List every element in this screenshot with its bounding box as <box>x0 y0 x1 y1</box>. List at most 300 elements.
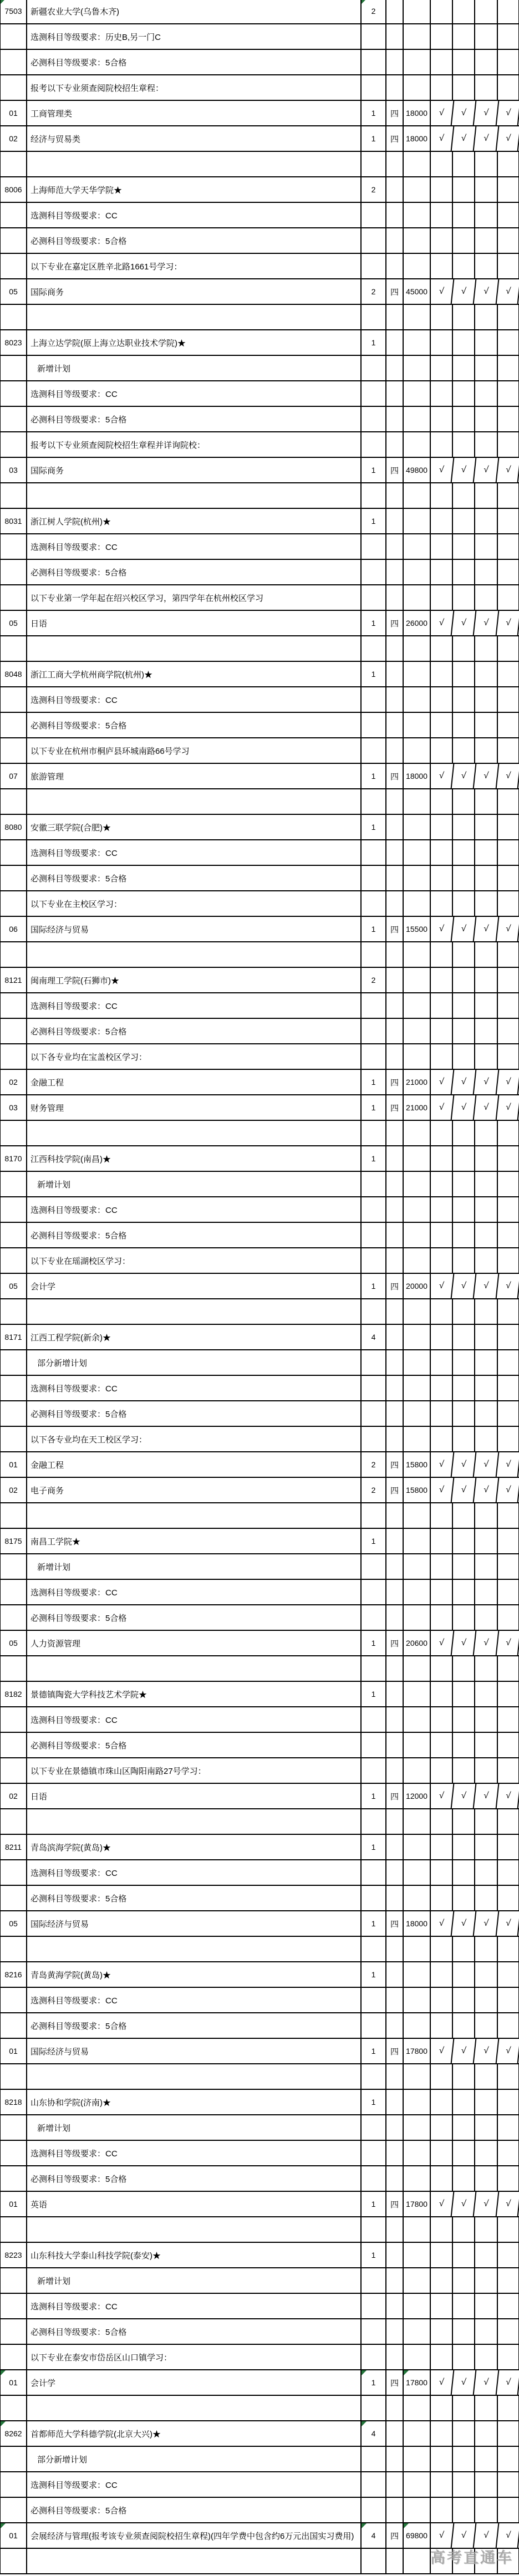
cell-plan-count: 1 <box>362 815 386 839</box>
cell-check-2 <box>453 1835 475 1859</box>
cell-plan-count: 1 <box>362 1146 386 1171</box>
university-row <box>1 509 519 534</box>
cell-name: 人力资源管理 <box>27 1631 362 1655</box>
cell-code <box>1 1707 27 1732</box>
cell-fee <box>404 1988 431 2012</box>
cell-code: 8216 <box>1 1962 27 1987</box>
cell-check-1 <box>431 891 453 916</box>
cell-fee <box>404 1656 431 1681</box>
cell-check-3 <box>475 2268 498 2293</box>
cell-check-1: √ <box>430 1274 455 1298</box>
cell-code <box>1 585 27 610</box>
cell-check-3: √ <box>474 126 500 151</box>
cell-name: 经济与贸易类 <box>27 126 362 151</box>
cell-check-2 <box>453 2141 475 2165</box>
cell-check-1 <box>431 177 453 202</box>
cell-duration: 四 <box>386 1911 404 1936</box>
cell-code <box>1 891 27 916</box>
cell-code: 02 <box>1 1070 27 1094</box>
cell-check-1 <box>431 407 453 431</box>
cell-plan-count <box>362 2447 386 2471</box>
cell-plan-count <box>362 1554 386 1579</box>
cell-plan-count <box>362 407 386 431</box>
cell-plan-count: 1 <box>362 917 386 941</box>
cell-check-1: √ <box>430 279 455 304</box>
cell-check-3 <box>475 2141 498 2165</box>
cell-check-1 <box>431 1937 453 1961</box>
cell-code <box>1 1172 27 1196</box>
cell-fee <box>404 24 431 49</box>
cell-plan-count <box>362 2498 386 2522</box>
cell-name: 必测科目等级要求：5合格 <box>27 1886 362 1910</box>
cell-check-2: √ <box>452 1478 477 1502</box>
cell-duration <box>386 1223 404 1247</box>
cell-check-1 <box>431 840 453 865</box>
cell-check-3 <box>475 1529 498 1553</box>
excel-flag-icon <box>404 2370 409 2375</box>
cell-name: 电子商务 <box>27 1478 362 1502</box>
cell-check-3 <box>475 1197 498 1222</box>
cell-check-3 <box>475 1809 498 1834</box>
cell-duration <box>386 1401 404 1426</box>
cell-check-4 <box>498 2421 519 2446</box>
cell-check-2 <box>453 2421 475 2446</box>
cell-plan-count: 2 <box>362 177 386 202</box>
note-row <box>1 50 519 75</box>
cell-plan-count <box>362 203 386 227</box>
cell-code: 02 <box>1 1784 27 1808</box>
cell-duration <box>386 432 404 457</box>
cell-fee <box>404 509 431 533</box>
cell-code <box>1 356 27 380</box>
cell-check-2 <box>453 1733 475 1757</box>
cell-plan-count <box>362 789 386 814</box>
note-row <box>1 1376 519 1401</box>
cell-plan-count: 1 <box>362 2039 386 2063</box>
cell-check-2 <box>453 1223 475 1247</box>
cell-check-1 <box>431 1401 453 1426</box>
cell-name <box>27 1503 362 1528</box>
cell-check-2 <box>453 0 475 23</box>
cell-check-2 <box>453 1937 475 1961</box>
cell-check-4 <box>498 356 519 380</box>
cell-fee: 15800 <box>404 1452 431 1477</box>
note-row <box>1 254 519 279</box>
cell-duration <box>386 815 404 839</box>
note-row <box>1 993 519 1019</box>
cell-code: 8223 <box>1 2243 27 2267</box>
cell-check-1 <box>431 738 453 763</box>
cell-name: 新增计划 <box>27 356 362 380</box>
cell-fee <box>404 1019 431 1043</box>
major-row <box>1 279 519 305</box>
cell-check-1 <box>431 1758 453 1783</box>
cell-check-4 <box>498 407 519 431</box>
cell-check-1 <box>431 1044 453 1069</box>
cell-plan-count <box>362 2294 386 2318</box>
cell-plan-count: 1 <box>362 764 386 788</box>
cell-check-3 <box>475 1605 498 1630</box>
cell-check-3 <box>475 305 498 329</box>
cell-fee: 15500 <box>404 917 431 941</box>
cell-name: 南昌工学院★ <box>27 1529 362 1553</box>
excel-flag-icon <box>404 2523 409 2528</box>
cell-name: 选测科目等级要求：CC <box>27 1376 362 1400</box>
cell-check-4 <box>498 2013 519 2038</box>
cell-check-4 <box>498 1886 519 1910</box>
cell-check-1 <box>431 993 453 1018</box>
cell-check-2 <box>453 2319 475 2344</box>
cell-plan-count <box>362 942 386 967</box>
cell-plan-count <box>362 50 386 74</box>
university-row <box>1 1962 519 1988</box>
cell-check-1 <box>431 1019 453 1043</box>
cell-check-3 <box>475 1121 498 1145</box>
university-row <box>1 1835 519 1860</box>
cell-fee <box>404 228 431 253</box>
cell-fee <box>404 305 431 329</box>
note-row <box>1 381 519 407</box>
cell-duration <box>386 1580 404 1604</box>
cell-check-2 <box>453 1019 475 1043</box>
cell-check-3: √ <box>474 1070 500 1094</box>
cell-fee: 21000 <box>404 1070 431 1094</box>
cell-check-4 <box>498 2217 519 2242</box>
cell-check-4 <box>498 1656 519 1681</box>
cell-fee <box>404 1299 431 1324</box>
cell-check-1 <box>431 968 453 992</box>
cell-check-3 <box>475 0 498 23</box>
cell-fee: 12000 <box>404 1784 431 1808</box>
cell-check-4 <box>498 1121 519 1145</box>
cell-check-3 <box>475 713 498 737</box>
cell-code: 8262 <box>1 2421 27 2446</box>
cell-check-1 <box>431 2472 453 2497</box>
cell-name: 报考以下专业须查阅院校招生章程并详询院校： <box>27 432 362 457</box>
cell-fee <box>404 866 431 890</box>
cell-code <box>1 483 27 508</box>
cell-check-1 <box>431 75 453 100</box>
major-row <box>1 1631 519 1656</box>
cell-fee <box>404 432 431 457</box>
excel-flag-icon <box>362 2370 367 2375</box>
empty-row <box>1 305 519 330</box>
cell-name: 必测科目等级要求：5合格 <box>27 1223 362 1247</box>
cell-code <box>1 942 27 967</box>
cell-code: 07 <box>1 764 27 788</box>
cell-name: 必测科目等级要求：5合格 <box>27 1605 362 1630</box>
note-row <box>1 687 519 713</box>
cell-check-4 <box>498 2268 519 2293</box>
cell-fee <box>404 585 431 610</box>
cell-duration <box>386 50 404 74</box>
cell-fee <box>404 75 431 100</box>
cell-check-4 <box>498 1044 519 1069</box>
cell-duration: 四 <box>386 2192 404 2216</box>
note-row <box>1 2294 519 2319</box>
note2-row <box>1 2268 519 2294</box>
cell-check-2 <box>453 1299 475 1324</box>
cell-check-3 <box>475 1019 498 1043</box>
cell-name: 选测科目等级要求：CC <box>27 203 362 227</box>
major-row <box>1 1911 519 1937</box>
cell-check-4 <box>498 1682 519 1706</box>
cell-check-1 <box>431 1146 453 1171</box>
cell-plan-count <box>362 152 386 176</box>
cell-check-3 <box>475 942 498 967</box>
cell-duration <box>386 2294 404 2318</box>
cell-name: 以下各专业均在天工校区学习： <box>27 1427 362 1451</box>
cell-check-3 <box>475 330 498 355</box>
cell-check-2 <box>453 2345 475 2369</box>
cell-check-4 <box>498 228 519 253</box>
cell-name: 选测科目等级要求：CC <box>27 2141 362 2165</box>
cell-check-2: √ <box>452 2370 477 2395</box>
cell-check-3 <box>475 2013 498 2038</box>
cell-name: 新增计划 <box>27 1172 362 1196</box>
cell-fee <box>404 2498 431 2522</box>
cell-fee <box>404 407 431 431</box>
cell-duration <box>386 687 404 712</box>
cell-code <box>1 1248 27 1273</box>
note2-row <box>1 2447 519 2472</box>
excel-flag-icon <box>1 2370 6 2375</box>
cell-code <box>1 1197 27 1222</box>
cell-check-4 <box>498 1988 519 2012</box>
cell-check-1 <box>431 1325 453 1349</box>
cell-check-3 <box>475 560 498 584</box>
cell-code <box>1 2166 27 2191</box>
cell-check-1: √ <box>430 1478 455 1502</box>
cell-duration <box>386 1937 404 1961</box>
cell-plan-count <box>362 1605 386 1630</box>
cell-plan-count <box>362 1427 386 1451</box>
cell-name: 以下专业在杭州市桐庐县环城南路66号学习 <box>27 738 362 763</box>
cell-name: 青岛黄海学院(黄岛)★ <box>27 1962 362 1987</box>
cell-plan-count: 1 <box>362 662 386 686</box>
cell-code <box>1 2472 27 2497</box>
university-row <box>1 330 519 356</box>
cell-check-3 <box>475 2064 498 2089</box>
cell-code: 8182 <box>1 1682 27 1706</box>
cell-code: 01 <box>1 2523 27 2548</box>
cell-name: 报考以下专业须查阅院校招生章程： <box>27 75 362 100</box>
cell-plan-count: 2 <box>362 1452 386 1477</box>
cell-check-2 <box>453 815 475 839</box>
cell-check-2 <box>453 1707 475 1732</box>
cell-check-3 <box>475 2166 498 2191</box>
university-row <box>1 968 519 993</box>
cell-check-3: √ <box>474 1631 500 1655</box>
cell-plan-count: 1 <box>362 330 386 355</box>
cell-code <box>1 866 27 890</box>
note-row <box>1 1248 519 1274</box>
cell-check-4 <box>498 177 519 202</box>
cell-name <box>27 636 362 661</box>
cell-duration <box>386 1988 404 2012</box>
cell-check-1 <box>431 1299 453 1324</box>
cell-check-2: √ <box>452 279 477 304</box>
cell-check-1 <box>431 1172 453 1196</box>
excel-flag-icon <box>1 0 6 4</box>
cell-plan-count <box>362 305 386 329</box>
cell-plan-count <box>362 1121 386 1145</box>
cell-fee <box>404 2319 431 2344</box>
cell-check-4: √ <box>497 917 519 941</box>
cell-code <box>1 1733 27 1757</box>
cell-plan-count: 4 <box>362 2421 386 2446</box>
cell-check-3 <box>475 891 498 916</box>
cell-check-3: √ <box>474 2192 500 2216</box>
cell-check-3 <box>475 381 498 406</box>
cell-check-4 <box>498 2319 519 2344</box>
major-row <box>1 611 519 636</box>
cell-fee <box>404 738 431 763</box>
cell-check-3 <box>475 2498 498 2522</box>
cell-check-4: √ <box>497 1070 519 1094</box>
cell-check-3 <box>475 1223 498 1247</box>
cell-check-4 <box>498 2166 519 2191</box>
cell-plan-count <box>362 1376 386 1400</box>
cell-duration <box>386 1656 404 1681</box>
cell-check-3 <box>475 432 498 457</box>
cell-check-4 <box>498 1503 519 1528</box>
cell-plan-count: 1 <box>362 1962 386 1987</box>
cell-code <box>1 228 27 253</box>
empty-row <box>1 2396 519 2421</box>
cell-duration <box>386 0 404 23</box>
empty-row <box>1 942 519 968</box>
cell-plan-count <box>362 1580 386 1604</box>
cell-fee <box>404 330 431 355</box>
cell-check-2 <box>453 177 475 202</box>
cell-code <box>1 1044 27 1069</box>
cell-check-3: √ <box>474 1095 500 1120</box>
cell-plan-count <box>362 2549 386 2573</box>
cell-plan-count <box>362 2217 386 2242</box>
cell-check-4: √ <box>497 1274 519 1298</box>
cell-fee <box>404 1580 431 1604</box>
cell-check-4 <box>498 1937 519 1961</box>
cell-plan-count: 1 <box>362 1070 386 1094</box>
cell-name: 旅游管理 <box>27 764 362 788</box>
cell-check-1: √ <box>430 764 455 788</box>
cell-check-2 <box>453 483 475 508</box>
cell-check-4 <box>498 1580 519 1604</box>
note-row <box>1 1223 519 1248</box>
cell-name <box>27 942 362 967</box>
cell-fee <box>404 1146 431 1171</box>
note-row <box>1 75 519 101</box>
cell-fee <box>404 1886 431 1910</box>
note-row <box>1 840 519 866</box>
cell-fee: 17800 <box>404 2039 431 2063</box>
cell-fee <box>404 1554 431 1579</box>
cell-check-1 <box>431 2268 453 2293</box>
cell-check-1 <box>431 687 453 712</box>
cell-name <box>27 789 362 814</box>
note-row <box>1 560 519 585</box>
cell-name: 必测科目等级要求：5合格 <box>27 560 362 584</box>
cell-check-2 <box>453 1350 475 1375</box>
cell-plan-count <box>362 1758 386 1783</box>
cell-plan-count <box>362 1860 386 1885</box>
cell-name <box>27 2549 362 2573</box>
cell-fee <box>404 483 431 508</box>
cell-name: 以下各专业均在宝盖校区学习： <box>27 1044 362 1069</box>
note2-row <box>1 2115 519 2141</box>
cell-duration <box>386 1809 404 1834</box>
cell-fee <box>404 993 431 1018</box>
cell-check-2 <box>453 1427 475 1451</box>
university-row <box>1 2090 519 2115</box>
cell-name: 选测科目等级要求：CC <box>27 2472 362 2497</box>
major-row <box>1 2192 519 2217</box>
cell-plan-count: 2 <box>362 968 386 992</box>
cell-duration <box>386 2319 404 2344</box>
cell-duration <box>386 942 404 967</box>
cell-plan-count: 1 <box>362 458 386 482</box>
cell-check-4: √ <box>497 1784 519 1808</box>
cell-check-3: √ <box>474 101 500 125</box>
cell-code: 05 <box>1 1631 27 1655</box>
cell-code <box>1 1580 27 1604</box>
cell-check-2 <box>453 356 475 380</box>
note2-row <box>1 1554 519 1580</box>
cell-plan-count: 1 <box>362 2370 386 2395</box>
note-row <box>1 1019 519 1044</box>
cell-code: 05 <box>1 1274 27 1298</box>
cell-check-4 <box>498 662 519 686</box>
major-row <box>1 458 519 483</box>
cell-name: 选测科目等级要求：CC <box>27 1860 362 1885</box>
cell-check-2 <box>453 560 475 584</box>
cell-duration <box>386 2447 404 2471</box>
note-row <box>1 1758 519 1784</box>
cell-plan-count <box>362 534 386 559</box>
cell-fee <box>404 2447 431 2471</box>
cell-plan-count <box>362 1248 386 1273</box>
cell-plan-count <box>362 1401 386 1426</box>
cell-check-1: √ <box>430 1784 455 1808</box>
cell-fee <box>404 356 431 380</box>
major-row <box>1 1478 519 1503</box>
cell-check-4 <box>498 1197 519 1222</box>
cell-name <box>27 1809 362 1834</box>
cell-duration: 四 <box>386 1095 404 1120</box>
cell-check-4 <box>498 1733 519 1757</box>
cell-check-3 <box>475 2243 498 2267</box>
cell-plan-count <box>362 2472 386 2497</box>
cell-duration: 四 <box>386 1274 404 1298</box>
cell-check-3 <box>475 2472 498 2497</box>
cell-name: 国际商务 <box>27 279 362 304</box>
cell-name: 会展经济与管理(报考该专业须查阅院校招生章程)(四年学费中包含约6万元出国实习费用) <box>27 2523 362 2548</box>
cell-check-2 <box>453 1401 475 1426</box>
cell-check-4 <box>498 1172 519 1196</box>
cell-check-2: √ <box>452 1911 477 1936</box>
cell-check-4 <box>498 2115 519 2140</box>
cell-fee <box>404 0 431 23</box>
cell-name: 以下专业在景德镇市珠山区陶阳南路27号学习： <box>27 1758 362 1783</box>
cell-check-1 <box>431 1733 453 1757</box>
cell-check-4: √ <box>497 1452 519 1477</box>
cell-name: 景德镇陶瓷大学科技艺术学院★ <box>27 1682 362 1706</box>
cell-duration <box>386 1605 404 1630</box>
cell-plan-count <box>362 1707 386 1732</box>
cell-plan-count <box>362 866 386 890</box>
note-row <box>1 2013 519 2039</box>
